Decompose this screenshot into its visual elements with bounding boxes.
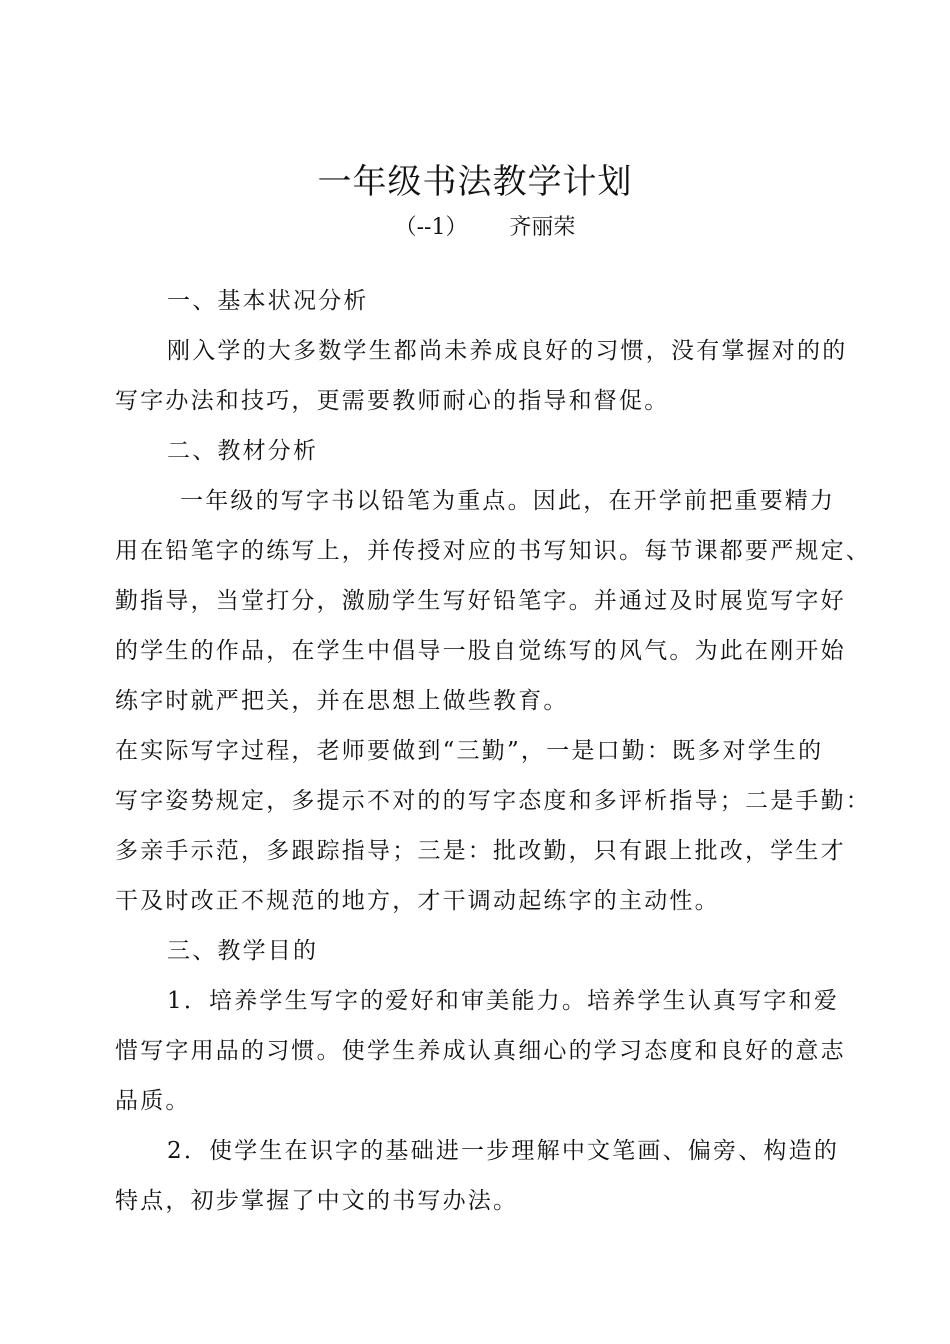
paragraph-line: 刚入学的大多数学生都尚未养成良好的习惯，没有掌握对的的 — [167, 338, 848, 364]
paragraph-line: 1．培养学生写字的爱好和审美能力。培养学生认真写字和爱 — [167, 988, 840, 1014]
paragraph-line: 干及时改正不规范的地方，才干调动起练字的主动性。 — [115, 888, 720, 914]
paragraph-line: 练字时就严把关，并在思想上做些教育。 — [115, 688, 569, 714]
document-title: 一年级书法教学计划 — [317, 162, 633, 202]
paragraph-line: 多亲手示范，多跟踪指导；三是：批改勤，只有跟上批改，学生才 — [115, 838, 846, 864]
section-heading-2: 二、教材分析 — [167, 438, 319, 464]
paragraph-line: 特点，初步掌握了中文的书写办法。 — [115, 1188, 519, 1214]
paragraph-line: 写字办法和技巧，更需要教师耐心的指导和督促。 — [115, 388, 670, 414]
section-heading-1: 一、基本状况分析 — [167, 288, 369, 314]
paragraph-line: 的学生的作品，在学生中倡导一股自觉练写的风气。为此在刚开始 — [115, 638, 846, 664]
paragraph-line: 惜写字用品的习惯。使学生养成认真细心的学习态度和良好的意志 — [115, 1038, 846, 1064]
section-heading-3: 三、教学目的 — [167, 938, 319, 964]
paragraph-line: 写字姿势规定，多提示不对的的写字态度和多评析指导；二是手勤： — [115, 788, 871, 814]
paragraph-line: 用在铅笔字的练写上，并传授对应的书写知识。每节课都要严规定、 — [115, 538, 871, 564]
paragraph-line: 一年级的写字书以铅笔为重点。因此，在开学前把重要精力 — [180, 488, 836, 514]
document-subtitle: （--1） 齐丽荣 — [394, 215, 576, 240]
paragraph-line: 在实际写字过程，老师要做到“三勤”，一是口勤：既多对学生的 — [115, 738, 824, 764]
paragraph-line: 勤指导，当堂打分，激励学生写好铅笔字。并通过及时展览写字好 — [115, 588, 846, 614]
paragraph-line: 2．使学生在识字的基础进一步理解中文笔画、偏旁、构造的 — [167, 1138, 840, 1164]
paragraph-line: 品质。 — [115, 1088, 191, 1114]
